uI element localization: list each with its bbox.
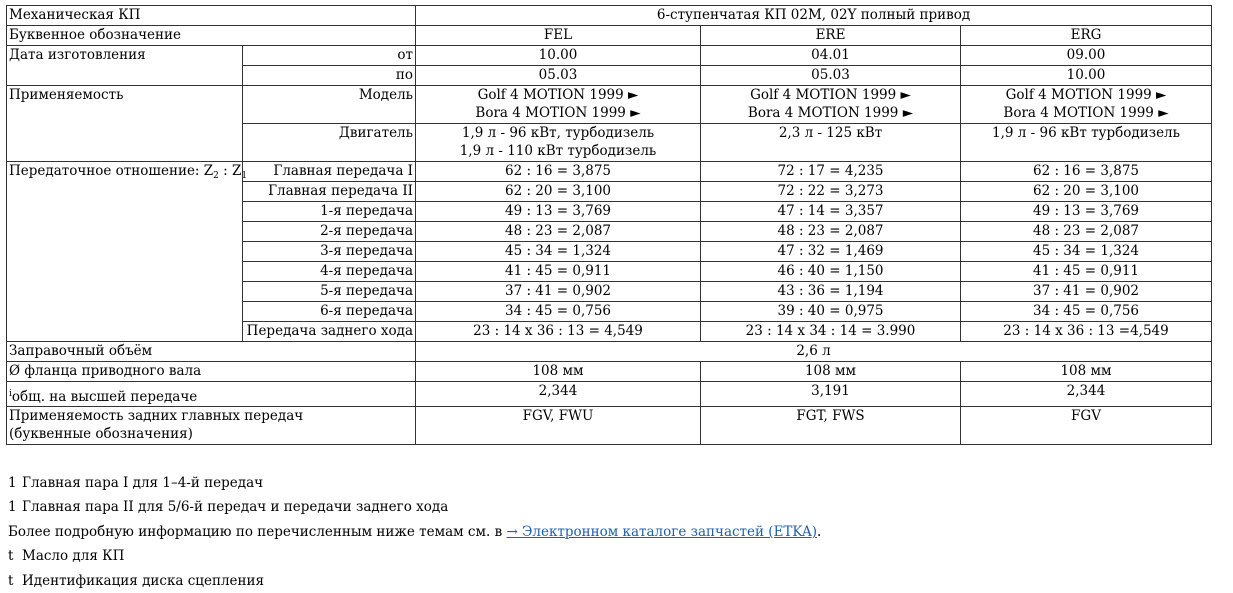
ratio-value: 43 : 36 = 1,194 bbox=[701, 282, 961, 302]
ratio-value: 45 : 34 = 1,324 bbox=[961, 242, 1212, 262]
spec-table bbox=[6, 5, 1212, 445]
ratio-value: 37 : 41 = 0,902 bbox=[416, 282, 701, 302]
fill-label: Заправочный объём bbox=[7, 342, 416, 362]
ratio-value: 62 : 16 = 3,875 bbox=[961, 162, 1212, 182]
total-ratio-value: 2,344 bbox=[961, 382, 1212, 407]
model-line: Golf 4 MOTION 1999 ► bbox=[477, 87, 639, 103]
total-ratio-row bbox=[7, 382, 1212, 407]
model-row bbox=[7, 86, 1212, 124]
rear-drive-value: FGV bbox=[961, 407, 1212, 445]
codes-row bbox=[7, 26, 1212, 46]
topic-text: Масло для КП bbox=[22, 548, 125, 564]
ratio-value: 39 : 40 = 0,975 bbox=[701, 302, 961, 322]
ratio-value: 46 : 40 = 1,150 bbox=[701, 262, 961, 282]
header-row bbox=[7, 6, 1212, 26]
ratio-label-sub: 1 bbox=[241, 171, 248, 181]
date-from-value: 10.00 bbox=[416, 46, 701, 66]
footnote-text: Главная пара II для 5/6-й передач и передачи заднего хода bbox=[22, 499, 449, 515]
flange-value: 108 мм bbox=[701, 362, 961, 382]
date-to-value: 05.03 bbox=[701, 66, 961, 86]
ratio-label bbox=[7, 162, 248, 342]
code-erg: ERG bbox=[961, 26, 1212, 46]
ratio-value: 72 : 22 = 3,273 bbox=[701, 182, 961, 202]
date-to-value: 05.03 bbox=[416, 66, 701, 86]
date-to-label: по bbox=[243, 66, 416, 86]
total-ratio-text: общ. на высшей передаче bbox=[11, 389, 198, 405]
topic-item bbox=[8, 547, 124, 565]
gearbox-type-label: Механическая КП bbox=[7, 6, 416, 26]
ratio-value: 41 : 45 = 0,911 bbox=[416, 262, 701, 282]
date-from-value: 09.00 bbox=[961, 46, 1212, 66]
engine-label: Двигатель bbox=[243, 124, 416, 162]
ratio-row bbox=[7, 162, 1212, 182]
codes-label: Буквенное обозначение bbox=[7, 26, 416, 46]
model-label: Модель bbox=[243, 86, 416, 124]
gear-label: 3-я передача bbox=[243, 242, 416, 262]
total-ratio-value: 2,344 bbox=[416, 382, 701, 407]
date-from-row bbox=[7, 46, 1212, 66]
gear-label: 5-я передача bbox=[243, 282, 416, 302]
gear-label: 4-я передача bbox=[243, 262, 416, 282]
ratio-value: 62 : 20 = 3,100 bbox=[416, 182, 701, 202]
model-line: Bora 4 MOTION 1999 ► bbox=[747, 105, 914, 121]
model-line: Golf 4 MOTION 1999 ► bbox=[750, 87, 911, 103]
total-ratio-sup: i bbox=[9, 389, 12, 399]
topic-text: Идентификация диска сцепления bbox=[22, 573, 265, 589]
info-text: Более подробную информацию по перечисленным ниже темам см. в bbox=[8, 524, 507, 540]
engine-line: 1,9 л - 96 кВт турбодизель bbox=[992, 125, 1180, 141]
footnote-marker: 1 bbox=[8, 499, 17, 515]
model-line: Golf 4 MOTION 1999 ► bbox=[1005, 87, 1167, 103]
ratio-value: 45 : 34 = 1,324 bbox=[416, 242, 701, 262]
ratio-value: 47 : 32 = 1,469 bbox=[701, 242, 961, 262]
engine-line: 1,9 л - 96 кВт, турбодизель bbox=[461, 125, 655, 141]
ratio-value: 62 : 20 = 3,100 bbox=[961, 182, 1212, 202]
gear-label: 1-я передача bbox=[243, 202, 416, 222]
date-label: Дата изготовления bbox=[7, 46, 243, 86]
model-line: Bora 4 MOTION 1999 ► bbox=[475, 105, 641, 121]
flange-row bbox=[7, 362, 1212, 382]
model-cell bbox=[961, 86, 1212, 124]
rear-drive-value: FGV, FWU bbox=[416, 407, 701, 445]
gearbox-title: 6-ступенчатая КП 02M, 02Y полный привод bbox=[416, 6, 1212, 26]
model-cell bbox=[701, 86, 961, 124]
ratio-value: 34 : 45 = 0,756 bbox=[961, 302, 1212, 322]
gear-label: 6-я передача bbox=[243, 302, 416, 322]
rear-drive-label-line: (буквенные обозначения) bbox=[9, 426, 193, 442]
applicability-label: Применяемость bbox=[7, 86, 243, 162]
total-ratio-value: 3,191 bbox=[701, 382, 961, 407]
ratio-value: 23 : 14 x 36 : 13 =4,549 bbox=[961, 322, 1212, 342]
etka-link[interactable]: → Электронном каталоге запчастей (ETKA) bbox=[506, 524, 817, 540]
info-line bbox=[8, 523, 821, 541]
footnote-text: Главная пара I для 1–4-й передач bbox=[22, 475, 264, 491]
gear-label: Главная передача II bbox=[243, 182, 416, 202]
date-from-label: от bbox=[243, 46, 416, 66]
model-line: Bora 4 MOTION 1999 ► bbox=[1003, 105, 1169, 121]
fill-row bbox=[7, 342, 1212, 362]
flange-value: 108 мм bbox=[961, 362, 1212, 382]
engine-line: 2,3 л - 125 кВт bbox=[778, 125, 883, 141]
model-cell bbox=[416, 86, 701, 124]
rear-drive-label bbox=[7, 407, 416, 445]
flange-value: 108 мм bbox=[416, 362, 701, 382]
ratio-value: 49 : 13 = 3,769 bbox=[416, 202, 701, 222]
ratio-value: 48 : 23 = 2,087 bbox=[701, 222, 961, 242]
engine-cell bbox=[961, 124, 1212, 162]
total-ratio-label bbox=[7, 382, 416, 407]
ratio-label-sub: 2 bbox=[213, 171, 219, 181]
ratio-value: 23 : 14 x 36 : 13 = 4,549 bbox=[416, 322, 701, 342]
footnote-marker: 1 bbox=[8, 475, 17, 491]
ratio-label-text: : Z bbox=[218, 163, 242, 179]
gear-label: Главная передача I bbox=[243, 162, 416, 182]
topic-marker: t bbox=[8, 573, 14, 589]
rear-drive-row bbox=[7, 407, 1212, 445]
ratio-value: 49 : 13 = 3,769 bbox=[961, 202, 1212, 222]
fill-value: 2,6 л bbox=[416, 342, 1212, 362]
engine-cell bbox=[416, 124, 701, 162]
topic-item bbox=[8, 572, 264, 590]
date-to-value: 10.00 bbox=[961, 66, 1212, 86]
gear-label: Передача заднего хода bbox=[243, 322, 416, 342]
code-ere: ERE bbox=[701, 26, 961, 46]
topic-marker: t bbox=[8, 548, 14, 564]
ratio-value: 72 : 17 = 4,235 bbox=[701, 162, 961, 182]
engine-line: 1,9 л - 110 кВт турбодизель bbox=[459, 143, 657, 159]
flange-label: Ø фланца приводного вала bbox=[7, 362, 416, 382]
ratio-value: 62 : 16 = 3,875 bbox=[416, 162, 701, 182]
ratio-value: 47 : 14 = 3,357 bbox=[701, 202, 961, 222]
ratio-value: 48 : 23 = 2,087 bbox=[961, 222, 1212, 242]
rear-drive-value: FGT, FWS bbox=[701, 407, 961, 445]
date-from-value: 04.01 bbox=[701, 46, 961, 66]
footnote bbox=[8, 498, 448, 516]
ratio-value: 23 : 14 x 34 : 14 = 3.990 bbox=[701, 322, 961, 342]
gear-label: 2-я передача bbox=[243, 222, 416, 242]
ratio-label-text: Передаточное отношение: Z bbox=[9, 163, 214, 179]
ratio-value: 34 : 45 = 0,756 bbox=[416, 302, 701, 322]
ratio-value: 48 : 23 = 2,087 bbox=[416, 222, 701, 242]
ratio-value: 37 : 41 = 0,902 bbox=[961, 282, 1212, 302]
engine-cell bbox=[701, 124, 961, 162]
rear-drive-label-line: Применяемость задних главных передач bbox=[9, 408, 304, 424]
code-fel: FEL bbox=[416, 26, 701, 46]
ratio-value: 41 : 45 = 0,911 bbox=[961, 262, 1212, 282]
footnote bbox=[8, 474, 263, 492]
info-end: . bbox=[817, 524, 822, 540]
